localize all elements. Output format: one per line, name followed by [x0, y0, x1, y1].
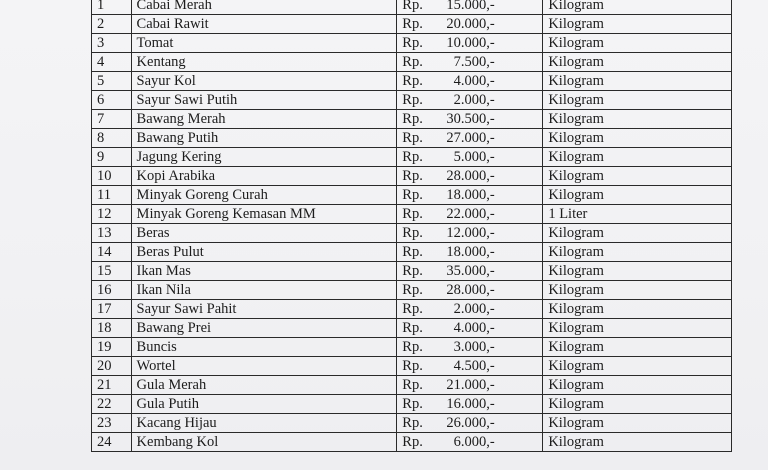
currency-label: Rp.	[402, 396, 423, 412]
price-suffix: ,-	[486, 73, 495, 89]
price-suffix: ,-	[486, 415, 495, 431]
price-amount: 35.000	[446, 263, 487, 279]
row-number: 20	[92, 357, 132, 376]
price-suffix: ,-	[486, 149, 495, 165]
row-number: 24	[92, 433, 132, 452]
row-number: 8	[92, 129, 132, 148]
price-amount: 30.500	[446, 111, 487, 127]
commodity-name: Kacang Hijau	[131, 414, 397, 433]
commodity-name: Bawang Prei	[131, 319, 397, 338]
table-row	[92, 338, 732, 357]
commodity-name: Bawang Putih	[131, 129, 397, 148]
commodity-name: Sayur Sawi Pahit	[131, 300, 397, 319]
price-amount: 28.000	[446, 282, 487, 298]
price-cell	[397, 0, 543, 15]
price-suffix: ,-	[486, 225, 495, 241]
table-body	[92, 0, 732, 452]
table-row	[92, 319, 732, 338]
table-row	[92, 224, 732, 243]
price-amount: 4.000	[453, 320, 487, 336]
unit-cell: Kilogram	[543, 129, 732, 148]
price-amount: 6.000	[453, 434, 487, 450]
price-suffix: ,-	[486, 282, 495, 298]
currency-label: Rp.	[402, 377, 423, 393]
currency-label: Rp.	[402, 92, 423, 108]
price-suffix: ,-	[486, 358, 495, 374]
commodity-name: Beras	[131, 224, 397, 243]
commodity-name: Bawang Merah	[131, 110, 397, 129]
table-row	[92, 243, 732, 262]
table-row	[92, 281, 732, 300]
price-cell	[397, 262, 543, 281]
commodity-name: Sayur Kol	[131, 72, 397, 91]
row-number: 6	[92, 91, 132, 110]
price-cell	[397, 395, 543, 414]
row-number: 23	[92, 414, 132, 433]
commodity-name: Buncis	[131, 338, 397, 357]
row-number: 5	[92, 72, 132, 91]
currency-label: Rp.	[402, 16, 423, 32]
table-row	[92, 395, 732, 414]
row-number: 18	[92, 319, 132, 338]
price-amount: 16.000	[446, 396, 487, 412]
row-number: 17	[92, 300, 132, 319]
unit-cell: Kilogram	[543, 34, 732, 53]
table-row	[92, 414, 732, 433]
currency-label: Rp.	[402, 206, 423, 222]
commodity-name: Kentang	[131, 53, 397, 72]
price-cell	[397, 186, 543, 205]
price-suffix: ,-	[486, 320, 495, 336]
unit-cell: Kilogram	[543, 224, 732, 243]
price-suffix: ,-	[486, 16, 495, 32]
row-number: 19	[92, 338, 132, 357]
price-amount: 4.500	[453, 358, 487, 374]
commodity-name: Tomat	[131, 34, 397, 53]
unit-cell: Kilogram	[543, 167, 732, 186]
price-cell	[397, 281, 543, 300]
price-cell	[397, 91, 543, 110]
price-suffix: ,-	[486, 244, 495, 260]
commodity-name: Jagung Kering	[131, 148, 397, 167]
commodity-name: Wortel	[131, 357, 397, 376]
price-amount: 2.000	[453, 92, 487, 108]
table-row	[92, 15, 732, 34]
currency-label: Rp.	[402, 73, 423, 89]
price-amount: 12.000	[446, 225, 487, 241]
price-cell	[397, 110, 543, 129]
table-row	[92, 53, 732, 72]
unit-cell: Kilogram	[543, 72, 732, 91]
unit-cell: Kilogram	[543, 338, 732, 357]
unit-cell: Kilogram	[543, 0, 732, 15]
currency-label: Rp.	[402, 130, 423, 146]
unit-cell: Kilogram	[543, 414, 732, 433]
table-row	[92, 72, 732, 91]
price-cell	[397, 72, 543, 91]
price-cell	[397, 319, 543, 338]
row-number: 3	[92, 34, 132, 53]
currency-label: Rp.	[402, 187, 423, 203]
currency-label: Rp.	[402, 111, 423, 127]
unit-cell: Kilogram	[543, 433, 732, 452]
price-cell	[397, 205, 543, 224]
currency-label: Rp.	[402, 225, 423, 241]
price-cell	[397, 148, 543, 167]
price-amount: 15.000	[446, 0, 487, 13]
commodity-name: Minyak Goreng Kemasan MM	[131, 205, 397, 224]
price-suffix: ,-	[486, 92, 495, 108]
price-amount: 20.000	[446, 16, 487, 32]
row-number: 4	[92, 53, 132, 72]
price-amount: 7.500	[453, 54, 487, 70]
price-cell	[397, 167, 543, 186]
unit-cell: Kilogram	[543, 262, 732, 281]
currency-label: Rp.	[402, 244, 423, 260]
commodity-name: Gula Merah	[131, 376, 397, 395]
currency-label: Rp.	[402, 54, 423, 70]
price-amount: 10.000	[446, 35, 487, 51]
unit-cell: Kilogram	[543, 319, 732, 338]
unit-cell: Kilogram	[543, 186, 732, 205]
table-row	[92, 186, 732, 205]
currency-label: Rp.	[402, 263, 423, 279]
row-number: 22	[92, 395, 132, 414]
price-suffix: ,-	[486, 377, 495, 393]
table-row	[92, 262, 732, 281]
row-number: 11	[92, 186, 132, 205]
commodity-name: Kembang Kol	[131, 433, 397, 452]
row-number: 16	[92, 281, 132, 300]
unit-cell: 1 Liter	[543, 205, 732, 224]
row-number: 15	[92, 262, 132, 281]
unit-cell: Kilogram	[543, 357, 732, 376]
unit-cell: Kilogram	[543, 300, 732, 319]
table-row	[92, 34, 732, 53]
currency-label: Rp.	[402, 149, 423, 165]
commodity-name: Beras Pulut	[131, 243, 397, 262]
price-amount: 18.000	[446, 244, 487, 260]
price-amount: 28.000	[446, 168, 487, 184]
price-cell	[397, 338, 543, 357]
row-number: 1	[92, 0, 132, 15]
price-cell	[397, 15, 543, 34]
price-suffix: ,-	[486, 111, 495, 127]
price-suffix: ,-	[486, 35, 495, 51]
price-cell	[397, 243, 543, 262]
price-amount: 18.000	[446, 187, 487, 203]
row-number: 21	[92, 376, 132, 395]
row-number: 12	[92, 205, 132, 224]
price-cell	[397, 357, 543, 376]
unit-cell: Kilogram	[543, 395, 732, 414]
price-cell	[397, 433, 543, 452]
price-amount: 5.000	[453, 149, 487, 165]
table-row	[92, 205, 732, 224]
table-row	[92, 129, 732, 148]
price-suffix: ,-	[486, 0, 495, 13]
price-suffix: ,-	[486, 206, 495, 222]
price-suffix: ,-	[486, 301, 495, 317]
row-number: 13	[92, 224, 132, 243]
price-suffix: ,-	[486, 434, 495, 450]
unit-cell: Kilogram	[543, 53, 732, 72]
price-amount: 3.000	[453, 339, 487, 355]
commodity-name: Cabai Merah	[131, 0, 397, 15]
commodity-name: Gula Putih	[131, 395, 397, 414]
price-suffix: ,-	[486, 339, 495, 355]
price-cell	[397, 414, 543, 433]
unit-cell: Kilogram	[543, 281, 732, 300]
table-row	[92, 167, 732, 186]
price-cell	[397, 224, 543, 243]
currency-label: Rp.	[402, 415, 423, 431]
table-row	[92, 110, 732, 129]
price-amount: 27.000	[446, 130, 487, 146]
commodity-name: Kopi Arabika	[131, 167, 397, 186]
currency-label: Rp.	[402, 282, 423, 298]
price-cell	[397, 300, 543, 319]
row-number: 14	[92, 243, 132, 262]
price-amount: 26.000	[446, 415, 487, 431]
row-number: 9	[92, 148, 132, 167]
table-row	[92, 433, 732, 452]
commodity-price-table	[91, 0, 732, 452]
row-number: 7	[92, 110, 132, 129]
table-row	[92, 357, 732, 376]
unit-cell: Kilogram	[543, 91, 732, 110]
currency-label: Rp.	[402, 168, 423, 184]
commodity-name: Ikan Mas	[131, 262, 397, 281]
table-row	[92, 0, 732, 15]
commodity-name: Cabai Rawit	[131, 15, 397, 34]
unit-cell: Kilogram	[543, 376, 732, 395]
unit-cell: Kilogram	[543, 110, 732, 129]
price-suffix: ,-	[486, 168, 495, 184]
currency-label: Rp.	[402, 320, 423, 336]
currency-label: Rp.	[402, 339, 423, 355]
commodity-name: Sayur Sawi Putih	[131, 91, 397, 110]
price-cell	[397, 34, 543, 53]
table-row	[92, 148, 732, 167]
price-suffix: ,-	[486, 396, 495, 412]
price-suffix: ,-	[486, 187, 495, 203]
commodity-name: Minyak Goreng Curah	[131, 186, 397, 205]
unit-cell: Kilogram	[543, 15, 732, 34]
row-number: 2	[92, 15, 132, 34]
price-amount: 4.000	[453, 73, 487, 89]
currency-label: Rp.	[402, 35, 423, 51]
table-row	[92, 376, 732, 395]
price-cell	[397, 53, 543, 72]
unit-cell: Kilogram	[543, 148, 732, 167]
price-cell	[397, 376, 543, 395]
currency-label: Rp.	[402, 0, 423, 13]
unit-cell: Kilogram	[543, 243, 732, 262]
commodity-name: Ikan Nila	[131, 281, 397, 300]
price-suffix: ,-	[486, 54, 495, 70]
table-row	[92, 91, 732, 110]
price-amount: 2.000	[453, 301, 487, 317]
price-suffix: ,-	[486, 263, 495, 279]
currency-label: Rp.	[402, 301, 423, 317]
price-cell	[397, 129, 543, 148]
price-amount: 21.000	[446, 377, 487, 393]
currency-label: Rp.	[402, 358, 423, 374]
currency-label: Rp.	[402, 434, 423, 450]
row-number: 10	[92, 167, 132, 186]
price-amount: 22.000	[446, 206, 487, 222]
price-suffix: ,-	[486, 130, 495, 146]
table-row	[92, 300, 732, 319]
